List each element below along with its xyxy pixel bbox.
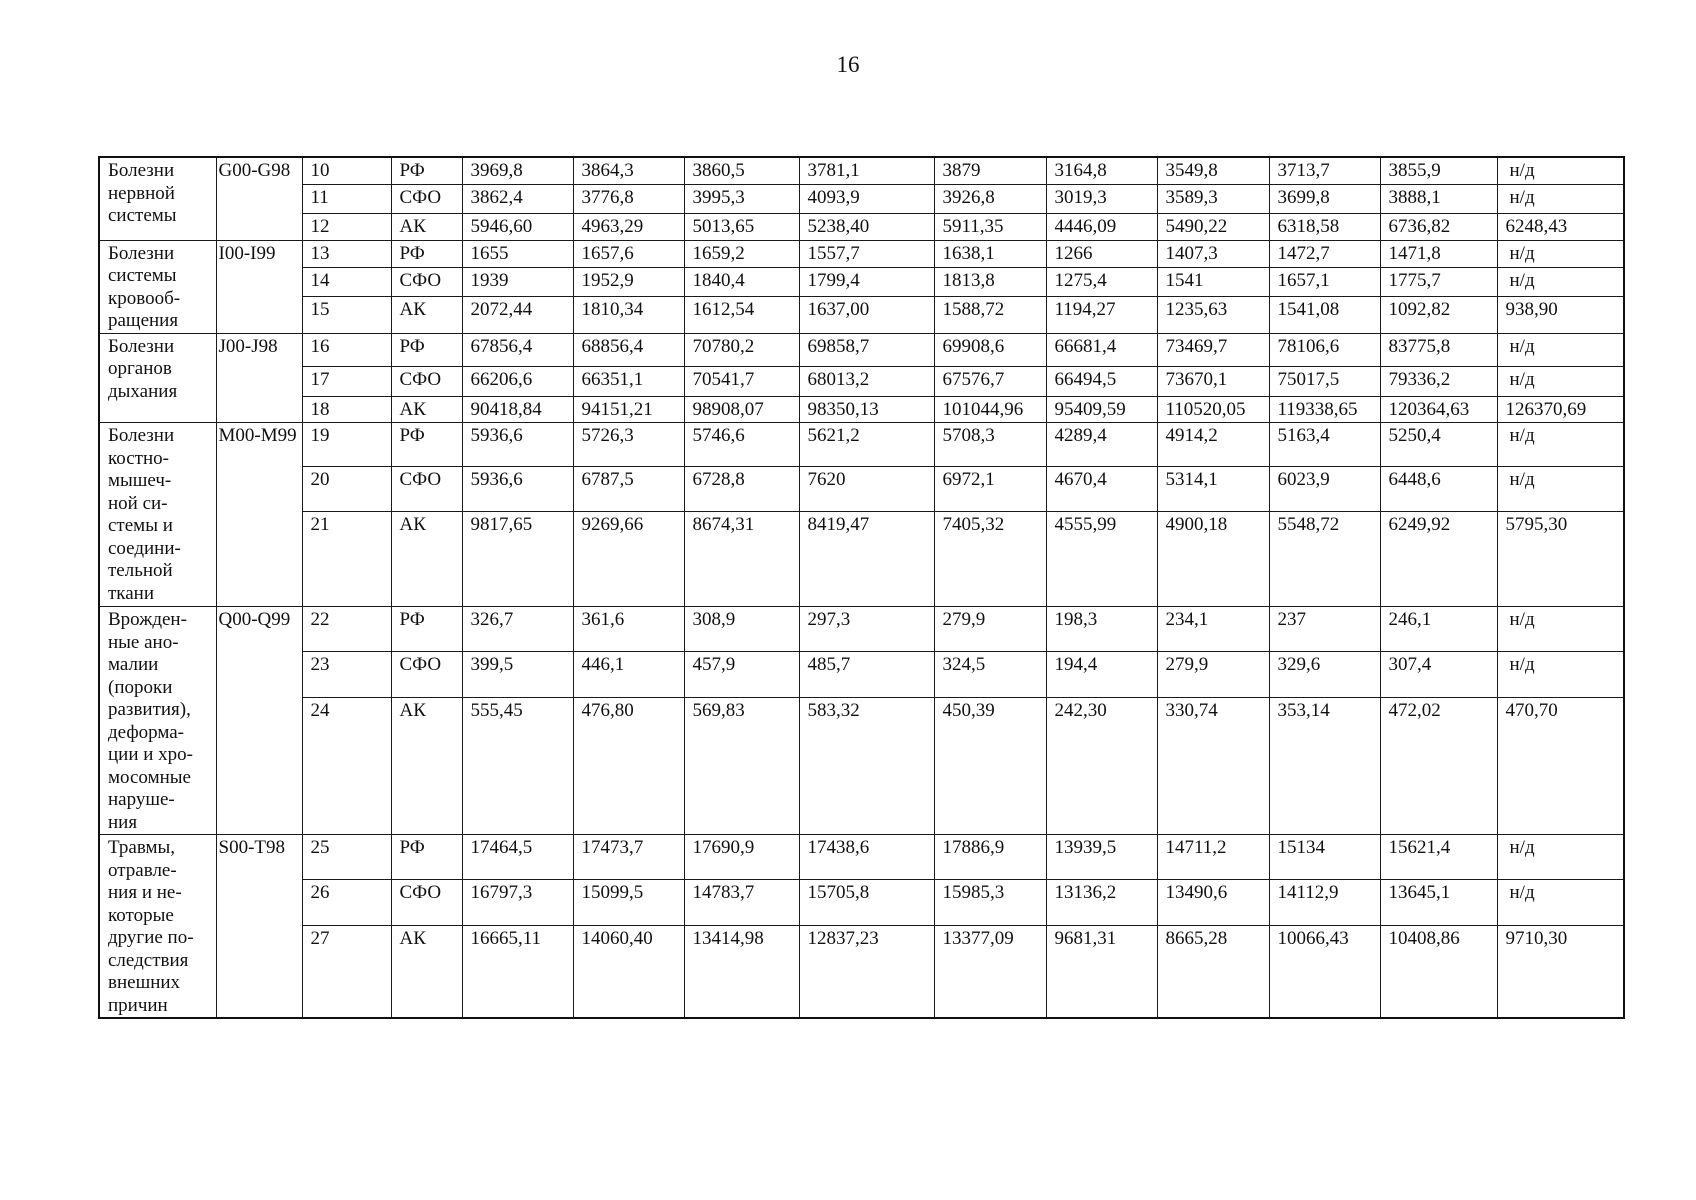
value-cell: 4446,09	[1046, 213, 1157, 240]
value-cell: 4900,18	[1157, 512, 1269, 607]
value-cell: 476,80	[573, 697, 684, 834]
disease-name-line: наруше-	[108, 789, 175, 810]
value-cell: н/д	[1497, 333, 1624, 366]
value-cell: 17473,7	[573, 835, 684, 880]
region-cell: РФ	[391, 607, 462, 652]
value-cell: 90418,84	[462, 396, 573, 423]
value-cell: 485,7	[799, 652, 934, 697]
value-cell: 3549,8	[1157, 157, 1269, 184]
disease-name-line: Травмы,	[108, 837, 176, 858]
value-cell: 3776,8	[573, 184, 684, 213]
value-cell: 308,9	[684, 607, 799, 652]
value-cell: 95409,59	[1046, 396, 1157, 423]
value-cell: 3969,8	[462, 157, 573, 184]
value-cell: 15705,8	[799, 880, 934, 925]
region-cell: АК	[391, 213, 462, 240]
value-cell: 15985,3	[934, 880, 1046, 925]
value-cell: 446,1	[573, 652, 684, 697]
value-cell: 75017,5	[1269, 366, 1380, 396]
value-cell: 98350,13	[799, 396, 934, 423]
value-cell: 1840,4	[684, 267, 799, 296]
table-row	[99, 835, 1624, 880]
value-cell: 17690,9	[684, 835, 799, 880]
value-cell: н/д	[1497, 607, 1624, 652]
table-row	[99, 240, 1624, 267]
value-cell: 329,6	[1269, 652, 1380, 697]
table-row	[99, 297, 1624, 333]
value-cell: 9681,31	[1046, 925, 1157, 1018]
value-cell: 1799,4	[799, 267, 934, 296]
value-cell: 569,83	[684, 697, 799, 834]
value-cell: 279,9	[934, 607, 1046, 652]
value-cell: 5238,40	[799, 213, 934, 240]
table-row	[99, 157, 1624, 184]
value-cell: 1472,7	[1269, 240, 1380, 267]
row-number-cell: 22	[302, 607, 391, 652]
morbidity-table	[98, 156, 1625, 1019]
value-cell: 1952,9	[573, 267, 684, 296]
disease-name-line: Болезни	[108, 335, 175, 357]
region-cell: АК	[391, 697, 462, 834]
region-cell: РФ	[391, 835, 462, 880]
value-cell: 69858,7	[799, 333, 934, 366]
value-cell: 5795,30	[1497, 512, 1624, 607]
value-cell: 1275,4	[1046, 267, 1157, 296]
region-cell: СФО	[391, 267, 462, 296]
value-cell: 1813,8	[934, 267, 1046, 296]
value-cell: 12837,23	[799, 925, 934, 1018]
value-cell: 9817,65	[462, 512, 573, 607]
disease-name-line: соедини-	[108, 537, 181, 559]
value-cell: 6249,92	[1380, 512, 1497, 607]
table-row	[99, 423, 1624, 467]
disease-name-line: костно-	[108, 447, 169, 469]
table-row	[99, 467, 1624, 512]
value-cell: 3855,9	[1380, 157, 1497, 184]
disease-name-line: тельной	[108, 560, 173, 581]
value-cell: 246,1	[1380, 607, 1497, 652]
row-number-cell: 25	[302, 835, 391, 880]
row-number-cell: 10	[302, 157, 391, 184]
table-row	[99, 607, 1624, 652]
value-cell: 7620	[799, 467, 934, 512]
disease-name-line: внешних	[108, 972, 181, 993]
disease-name-line: стемы и	[108, 515, 173, 536]
disease-name-line: следствия	[108, 949, 189, 971]
value-cell: 3995,3	[684, 184, 799, 213]
value-cell: 242,30	[1046, 697, 1157, 834]
value-cell: 66351,1	[573, 366, 684, 396]
value-cell: 6023,9	[1269, 467, 1380, 512]
value-cell: 13645,1	[1380, 880, 1497, 925]
disease-class-cell	[99, 835, 216, 1019]
disease-name-line: малии	[108, 654, 159, 675]
disease-name-line: системы	[108, 205, 177, 226]
disease-class-cell	[99, 240, 216, 333]
value-cell: 70780,2	[684, 333, 799, 366]
disease-name-line: причин	[108, 994, 168, 1016]
disease-class-cell	[99, 423, 216, 607]
icd-code-cell: J00-J98	[216, 333, 302, 423]
region-cell: СФО	[391, 880, 462, 925]
value-cell: 68013,2	[799, 366, 934, 396]
value-cell: н/д	[1497, 157, 1624, 184]
table-row	[99, 213, 1624, 240]
disease-name-line: ния	[108, 811, 138, 833]
value-cell: 94151,21	[573, 396, 684, 423]
value-cell: 583,32	[799, 697, 934, 834]
value-cell: 5314,1	[1157, 467, 1269, 512]
value-cell: 8674,31	[684, 512, 799, 607]
value-cell: 3589,3	[1157, 184, 1269, 213]
region-cell: РФ	[391, 333, 462, 366]
value-cell: 1235,63	[1157, 297, 1269, 333]
value-cell: 13414,98	[684, 925, 799, 1018]
value-cell: 5726,3	[573, 423, 684, 467]
value-cell: 78106,6	[1269, 333, 1380, 366]
value-cell: 279,9	[1157, 652, 1269, 697]
region-cell: АК	[391, 925, 462, 1018]
value-cell: 66206,6	[462, 366, 573, 396]
value-cell: 3781,1	[799, 157, 934, 184]
value-cell: 361,6	[573, 607, 684, 652]
value-cell: 67576,7	[934, 366, 1046, 396]
value-cell: 3860,5	[684, 157, 799, 184]
disease-name-line: органов	[108, 358, 172, 379]
value-cell: 5621,2	[799, 423, 934, 467]
value-cell: 13136,2	[1046, 880, 1157, 925]
value-cell: 5548,72	[1269, 512, 1380, 607]
value-cell: 1612,54	[684, 297, 799, 333]
value-cell: 67856,4	[462, 333, 573, 366]
value-cell: 5708,3	[934, 423, 1046, 467]
value-cell: 4289,4	[1046, 423, 1157, 467]
value-cell: 4093,9	[799, 184, 934, 213]
value-cell: 1194,27	[1046, 297, 1157, 333]
value-cell: 1541,08	[1269, 297, 1380, 333]
value-cell: 4555,99	[1046, 512, 1157, 607]
value-cell: 1657,1	[1269, 267, 1380, 296]
value-cell: н/д	[1497, 423, 1624, 467]
table-row	[99, 366, 1624, 396]
value-cell: 6787,5	[573, 467, 684, 512]
value-cell: 15099,5	[573, 880, 684, 925]
disease-name-line: ные ано-	[108, 631, 179, 653]
value-cell: н/д	[1497, 240, 1624, 267]
disease-name-line: другие по-	[108, 927, 194, 948]
value-cell: 194,4	[1046, 652, 1157, 697]
icd-code-cell: M00-M99	[216, 423, 302, 607]
value-cell: 98908,07	[684, 396, 799, 423]
row-number-cell: 12	[302, 213, 391, 240]
value-cell: 6736,82	[1380, 213, 1497, 240]
value-cell: 2072,44	[462, 297, 573, 333]
region-cell: РФ	[391, 157, 462, 184]
value-cell: 1638,1	[934, 240, 1046, 267]
value-cell: 330,74	[1157, 697, 1269, 834]
value-cell: 8419,47	[799, 512, 934, 607]
value-cell: 1471,8	[1380, 240, 1497, 267]
value-cell: 1588,72	[934, 297, 1046, 333]
value-cell: 3864,3	[573, 157, 684, 184]
value-cell: н/д	[1497, 835, 1624, 880]
value-cell: 14711,2	[1157, 835, 1269, 880]
value-cell: 1659,2	[684, 240, 799, 267]
row-number-cell: 17	[302, 366, 391, 396]
value-cell: 66681,4	[1046, 333, 1157, 366]
value-cell: 326,7	[462, 607, 573, 652]
disease-name-line: ращения	[108, 310, 179, 331]
disease-name-line: Болезни	[108, 242, 175, 264]
value-cell: 8665,28	[1157, 925, 1269, 1018]
value-cell: н/д	[1497, 467, 1624, 512]
icd-code-cell: S00-T98	[216, 835, 302, 1019]
value-cell: 120364,63	[1380, 396, 1497, 423]
value-cell: 5250,4	[1380, 423, 1497, 467]
icd-code-cell: I00-I99	[216, 240, 302, 333]
disease-name-line: Болезни	[108, 425, 175, 446]
disease-name-line: ния и не-	[108, 882, 182, 903]
disease-name-line: развития),	[108, 699, 191, 720]
row-number-cell: 13	[302, 240, 391, 267]
row-number-cell: 21	[302, 512, 391, 607]
value-cell: 6972,1	[934, 467, 1046, 512]
value-cell: 3862,4	[462, 184, 573, 213]
value-cell: 198,3	[1046, 607, 1157, 652]
disease-name-line: мышеч-	[108, 470, 172, 491]
value-cell: 450,39	[934, 697, 1046, 834]
value-cell: 110520,05	[1157, 396, 1269, 423]
value-cell: 73469,7	[1157, 333, 1269, 366]
row-number-cell: 20	[302, 467, 391, 512]
value-cell: 15134	[1269, 835, 1380, 880]
value-cell: 14112,9	[1269, 880, 1380, 925]
disease-name-line: ции и хро-	[108, 744, 193, 765]
value-cell: 307,4	[1380, 652, 1497, 697]
value-cell: 9269,66	[573, 512, 684, 607]
row-number-cell: 16	[302, 333, 391, 366]
value-cell: 66494,5	[1046, 366, 1157, 396]
value-cell: 6448,6	[1380, 467, 1497, 512]
value-cell: 10066,43	[1269, 925, 1380, 1018]
value-cell: 13377,09	[934, 925, 1046, 1018]
value-cell: н/д	[1497, 366, 1624, 396]
value-cell: 7405,32	[934, 512, 1046, 607]
value-cell: 14783,7	[684, 880, 799, 925]
value-cell: 73670,1	[1157, 366, 1269, 396]
value-cell: 1557,7	[799, 240, 934, 267]
region-cell: СФО	[391, 184, 462, 213]
value-cell: 234,1	[1157, 607, 1269, 652]
value-cell: 324,5	[934, 652, 1046, 697]
value-cell: 472,02	[1380, 697, 1497, 834]
value-cell: 3926,8	[934, 184, 1046, 213]
row-number-cell: 27	[302, 925, 391, 1018]
table-row	[99, 184, 1624, 213]
value-cell: 5490,22	[1157, 213, 1269, 240]
disease-name-line: которые	[108, 904, 174, 926]
value-cell: 3164,8	[1046, 157, 1157, 184]
value-cell: 5936,6	[462, 467, 573, 512]
value-cell: 4914,2	[1157, 423, 1269, 467]
value-cell: 126370,69	[1497, 396, 1624, 423]
value-cell: 1775,7	[1380, 267, 1497, 296]
value-cell: 69908,6	[934, 333, 1046, 366]
disease-name-line: Болезни	[108, 160, 175, 181]
row-number-cell: 14	[302, 267, 391, 296]
value-cell: 68856,4	[573, 333, 684, 366]
table-row	[99, 925, 1624, 1018]
row-number-cell: 11	[302, 184, 391, 213]
value-cell: 83775,8	[1380, 333, 1497, 366]
value-cell: 470,70	[1497, 697, 1624, 834]
disease-name-line: (пороки	[108, 676, 173, 698]
table-row	[99, 652, 1624, 697]
region-cell: СФО	[391, 652, 462, 697]
value-cell: 4670,4	[1046, 467, 1157, 512]
row-number-cell: 23	[302, 652, 391, 697]
value-cell: 3019,3	[1046, 184, 1157, 213]
value-cell: 5746,6	[684, 423, 799, 467]
value-cell: 1657,6	[573, 240, 684, 267]
value-cell: 10408,86	[1380, 925, 1497, 1018]
value-cell: 119338,65	[1269, 396, 1380, 423]
value-cell: н/д	[1497, 652, 1624, 697]
disease-name-line: отравле-	[108, 859, 177, 881]
table-row	[99, 396, 1624, 423]
icd-code-cell: Q00-Q99	[216, 607, 302, 835]
value-cell: 15621,4	[1380, 835, 1497, 880]
value-cell: 3713,7	[1269, 157, 1380, 184]
value-cell: н/д	[1497, 880, 1624, 925]
value-cell: 17886,9	[934, 835, 1046, 880]
disease-class-cell	[99, 607, 216, 835]
value-cell: 5013,65	[684, 213, 799, 240]
value-cell: 1637,00	[799, 297, 934, 333]
disease-name-line: ной си-	[108, 492, 168, 514]
value-cell: 6728,8	[684, 467, 799, 512]
value-cell: 13490,6	[1157, 880, 1269, 925]
value-cell: 297,3	[799, 607, 934, 652]
value-cell: 101044,96	[934, 396, 1046, 423]
value-cell: н/д	[1497, 184, 1624, 213]
value-cell: 14060,40	[573, 925, 684, 1018]
value-cell: 1541	[1157, 267, 1269, 296]
value-cell: 1266	[1046, 240, 1157, 267]
table-row	[99, 697, 1624, 834]
page-number: 16	[836, 52, 860, 77]
value-cell: 1092,82	[1380, 297, 1497, 333]
value-cell: 79336,2	[1380, 366, 1497, 396]
table-row	[99, 333, 1624, 366]
table-body	[99, 157, 1624, 1018]
value-cell: 9710,30	[1497, 925, 1624, 1018]
value-cell: 457,9	[684, 652, 799, 697]
value-cell: 555,45	[462, 697, 573, 834]
row-number-cell: 19	[302, 423, 391, 467]
value-cell: 16665,11	[462, 925, 573, 1018]
value-cell: 16797,3	[462, 880, 573, 925]
disease-name-line: деформа-	[108, 721, 185, 743]
value-cell: 1810,34	[573, 297, 684, 333]
disease-name-line: ткани	[108, 582, 155, 604]
disease-class-cell	[99, 333, 216, 423]
region-cell: АК	[391, 297, 462, 333]
value-cell: 13939,5	[1046, 835, 1157, 880]
value-cell: 399,5	[462, 652, 573, 697]
value-cell: 3888,1	[1380, 184, 1497, 213]
value-cell: 5946,60	[462, 213, 573, 240]
value-cell: 237	[1269, 607, 1380, 652]
value-cell: 17438,6	[799, 835, 934, 880]
value-cell: 70541,7	[684, 366, 799, 396]
value-cell: 353,14	[1269, 697, 1380, 834]
value-cell: 5936,6	[462, 423, 573, 467]
disease-name-line: кровооб-	[108, 287, 181, 309]
value-cell: 1655	[462, 240, 573, 267]
disease-name-line: нервной	[108, 182, 175, 204]
icd-code-cell: G00-G98	[216, 157, 302, 240]
value-cell: 6318,58	[1269, 213, 1380, 240]
row-number-cell: 15	[302, 297, 391, 333]
region-cell: РФ	[391, 423, 462, 467]
disease-name-line: системы	[108, 265, 177, 286]
disease-name-line: Врожден-	[108, 609, 187, 630]
region-cell: АК	[391, 512, 462, 607]
disease-name-line: мосомные	[108, 766, 191, 788]
value-cell: 1407,3	[1157, 240, 1269, 267]
value-cell: н/д	[1497, 267, 1624, 296]
value-cell: 5911,35	[934, 213, 1046, 240]
region-cell: РФ	[391, 240, 462, 267]
value-cell: 3879	[934, 157, 1046, 184]
table-row	[99, 512, 1624, 607]
value-cell: 4963,29	[573, 213, 684, 240]
region-cell: СФО	[391, 467, 462, 512]
row-number-cell: 24	[302, 697, 391, 834]
region-cell: СФО	[391, 366, 462, 396]
value-cell: 6248,43	[1497, 213, 1624, 240]
value-cell: 1939	[462, 267, 573, 296]
value-cell: 938,90	[1497, 297, 1624, 333]
value-cell: 17464,5	[462, 835, 573, 880]
row-number-cell: 18	[302, 396, 391, 423]
row-number-cell: 26	[302, 880, 391, 925]
table-row	[99, 267, 1624, 296]
region-cell: АК	[391, 396, 462, 423]
table-row	[99, 880, 1624, 925]
disease-class-cell	[99, 157, 216, 240]
value-cell: 5163,4	[1269, 423, 1380, 467]
value-cell: 3699,8	[1269, 184, 1380, 213]
disease-name-line: дыхания	[108, 380, 178, 402]
